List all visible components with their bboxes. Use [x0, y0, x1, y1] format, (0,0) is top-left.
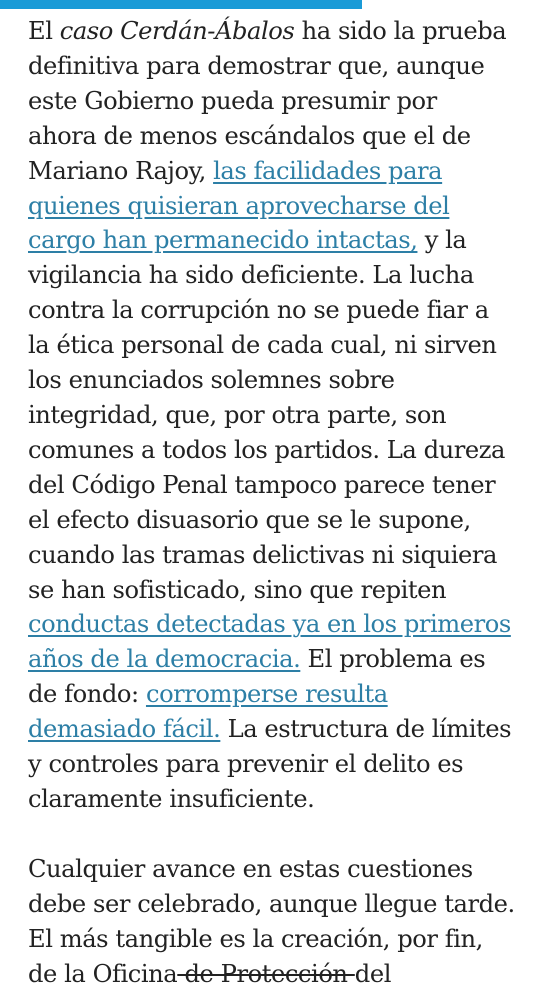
text-line: cuando las tramas delictivas ni siquiera [28, 540, 497, 569]
text-line [28, 223, 528, 258]
text-segment: Mariano Rajoy, [28, 156, 214, 185]
text-segment: El [28, 17, 60, 45]
text-line [28, 712, 528, 747]
text-line [28, 677, 528, 712]
text-line: contra la corrupción no se puede fiar a [28, 296, 489, 325]
reading-progress-bar [0, 0, 548, 9]
link-conductas-detectadas[interactable]: conductas detectadas ya en los primeros [28, 610, 511, 639]
text-line: integridad, que, por otra parte, son [28, 400, 447, 429]
text-line: los enunciados solemnes sobre [28, 366, 395, 395]
link-corromperse[interactable]: demasiado fácil. [28, 715, 221, 744]
text-line: la ética personal de cada cual, ni sirven [28, 331, 497, 360]
text-line: el efecto disuasorio que se le supone, [28, 505, 471, 534]
link-conductas-detectadas[interactable]: años de la democracia. [28, 645, 301, 674]
text-segment: del [354, 959, 391, 988]
text-line: Cualquier avance en estas cuestiones [28, 854, 473, 883]
text-line: del Código Penal tampoco parece tener [28, 470, 496, 499]
text-line [28, 642, 528, 677]
link-facilidades[interactable]: las facilidades para [213, 156, 443, 185]
paragraph-oficina [28, 852, 528, 992]
link-facilidades[interactable]: quienes quisieran aprovecharse del [28, 191, 450, 220]
text-line [28, 14, 528, 49]
link-corromperse[interactable]: corromperse resulta [145, 680, 388, 709]
text-line [28, 154, 528, 189]
text-line [28, 189, 528, 224]
link-facilidades[interactable]: cargo han permanecido intactas, [28, 226, 418, 255]
text-line [28, 957, 528, 992]
reading-progress-fill [0, 0, 362, 9]
text-segment: La estructura de límites [220, 715, 512, 744]
case-name-italic: caso Cerdán-Ábalos [59, 17, 295, 45]
text-segment: de la Oficina [28, 959, 178, 988]
text-line: y controles para prevenir el delito es [28, 750, 464, 779]
text-line: se han sofisticado, sino que repiten [28, 575, 447, 604]
text-segment: ha sido la prueba [294, 17, 507, 45]
struck-text: de Protección [177, 959, 355, 988]
text-line [28, 607, 528, 642]
text-segment: y la [417, 226, 467, 255]
text-segment: de fondo: [28, 680, 146, 709]
text-line: definitiva para demostrar que, aunque [28, 51, 485, 80]
text-line: debe ser celebrado, aunque llegue tarde. [28, 889, 515, 918]
text-line: El más tangible es la creación, por fin, [28, 924, 483, 953]
text-segment: El problema es [300, 645, 486, 674]
text-line: ahora de menos escándalos que el de [28, 121, 471, 150]
paragraph-corruption [28, 14, 528, 817]
text-line: este Gobierno pueda presumir por [28, 86, 437, 115]
text-line: comunes a todos los partidos. La dureza [28, 435, 506, 464]
text-line: claramente insuficiente. [28, 784, 315, 813]
text-line: vigilancia ha sido deficiente. La lucha [28, 261, 474, 290]
article-body [28, 14, 528, 991]
